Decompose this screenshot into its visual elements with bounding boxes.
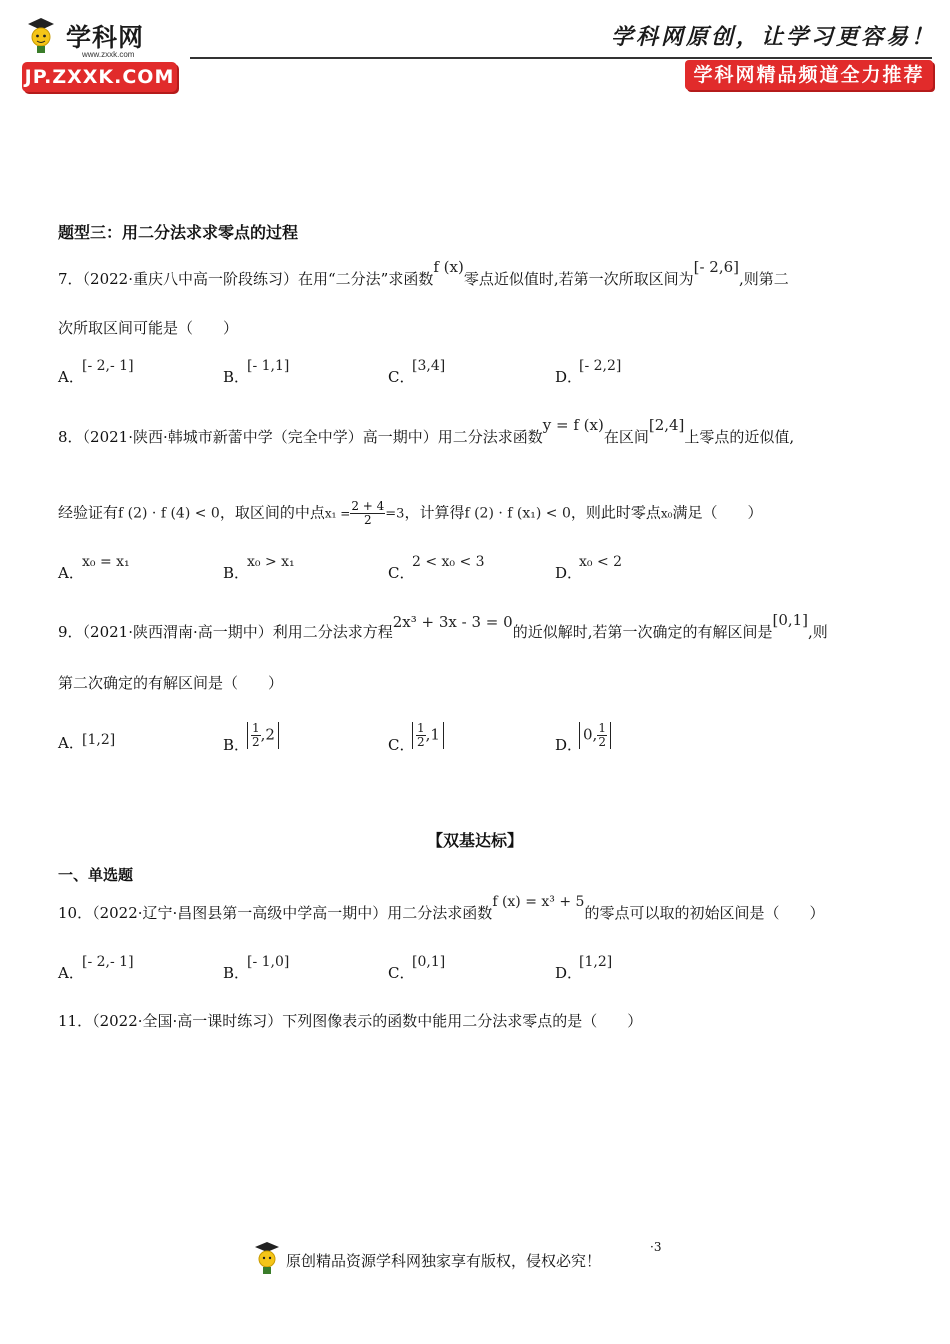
- q9-interval: [0,1]: [772, 611, 809, 629]
- section-title: 题型三：用二分法求求零点的过程: [58, 223, 299, 242]
- q9-option-d[interactable]: D．0, $\frac{1}{2}$: [555, 732, 611, 759]
- q9-option-b[interactable]: B． $\frac{1}{2}$ ,2: [223, 732, 279, 759]
- question-10: [58, 894, 825, 923]
- q7-option-d[interactable]: D．[- 2,2]: [555, 358, 622, 386]
- q9-text-a: 9．（2021·陕西渭南·高一期中）利用二分法求方程: [58, 623, 393, 641]
- mascot-icon: [252, 1240, 282, 1276]
- q10-option-b[interactable]: B．[- 1,0]: [223, 954, 290, 982]
- logo: [22, 12, 182, 96]
- q9-text-b: 的近似解时,若第一次确定的有解区间是: [512, 623, 773, 641]
- section-basic-title: 【双基达标】: [426, 831, 523, 850]
- q8-option-d[interactable]: D．x₀ < 2: [555, 554, 623, 582]
- q8-interval: [2,4]: [648, 416, 685, 434]
- header-divider: [190, 57, 932, 59]
- q8-text-c: 上零点的近似值,: [684, 428, 795, 446]
- page-number: ·3: [650, 1240, 662, 1254]
- q10-fx: f (x) = x³ + 5: [492, 894, 585, 910]
- slogan: 学科网原创，让学习更容易！: [610, 24, 936, 50]
- question-8: [58, 416, 795, 447]
- q7-option-c[interactable]: C．[3,4]: [388, 358, 446, 386]
- q7-option-a[interactable]: A．[- 2,- 1]: [58, 358, 134, 386]
- q8-option-b[interactable]: B．x₀ > x₁: [223, 554, 295, 582]
- channel-banner[interactable]: 学科网精品频道全力推荐: [685, 60, 933, 90]
- q8-fx: y = f (x): [542, 416, 604, 434]
- question-9: [58, 611, 828, 642]
- question-7: [58, 258, 789, 289]
- logo-text: 学科网: [66, 23, 145, 52]
- q8-option-c[interactable]: C．2 < x₀ < 3: [388, 554, 485, 582]
- q7-fx: f (x): [433, 258, 464, 276]
- section-basic-sub: 一、单选题: [58, 866, 134, 884]
- q8-fraction: $\frac{2 + 4}{2}$: [351, 499, 385, 527]
- q10-option-d[interactable]: D．[1,2]: [555, 954, 613, 982]
- q9-option-c[interactable]: C． $\frac{1}{2}$ ,1: [388, 732, 444, 759]
- mascot-icon: [24, 16, 58, 54]
- q10-option-c[interactable]: C．[0,1]: [388, 954, 446, 982]
- q9-option-a[interactable]: A．[1,2]: [58, 732, 116, 752]
- q7-line2: 次所取区间可能是（ ）: [58, 319, 239, 337]
- q10-option-a[interactable]: A．[- 2,- 1]: [58, 954, 134, 982]
- logo-badge[interactable]: JP.ZXXK.COM: [22, 62, 177, 92]
- q10-text-a: 10．（2022·辽宁·昌图县第一高级中学高一期中）用二分法求函数: [58, 904, 493, 922]
- q7-interval: [- 2,6]: [693, 258, 739, 276]
- copyright-text: 原创精品资源学科网独家享有版权，侵权必究！: [286, 1252, 602, 1270]
- q7-text-a: 7．（2022·重庆八中高一阶段练习）在用“二分法”求函数: [58, 270, 434, 288]
- q8-text-a: 8．（2021·陕西·韩城市新蕾中学（完全中学）高一期中）用二分法求函数: [58, 428, 543, 446]
- q8-option-a[interactable]: A．x₀ = x₁: [58, 554, 130, 582]
- q9-equation: 2x³ + 3x - 3 = 0: [392, 613, 513, 631]
- q9-line2: 第二次确定的有解区间是（ ）: [58, 674, 284, 692]
- q7-text-b: 零点近似值时,若第一次所取区间为: [463, 270, 694, 288]
- question-11: 11．（2022·全国·高一课时练习）下列图像表示的函数中能用二分法求零点的是（ ）: [58, 1012, 643, 1030]
- q7-text-c: ,则第二: [739, 270, 789, 288]
- q8-text-b: 在区间: [603, 428, 649, 446]
- q9-text-c: ,则: [808, 623, 828, 641]
- logo-url: www.zxxk.com: [82, 50, 135, 59]
- q7-option-b[interactable]: B．[- 1,1]: [223, 358, 290, 386]
- q8-line2: 经验证有f (2) · f (4) < 0，取区间的中点x₁ = $\frac{2 + 4}{2}$ =3，计算得f (2) · f (x₁) < 0，则此时零点x₀满足（ ）: [58, 499, 763, 527]
- q10-text-b: 的零点可以取的初始区间是（ ）: [584, 904, 825, 922]
